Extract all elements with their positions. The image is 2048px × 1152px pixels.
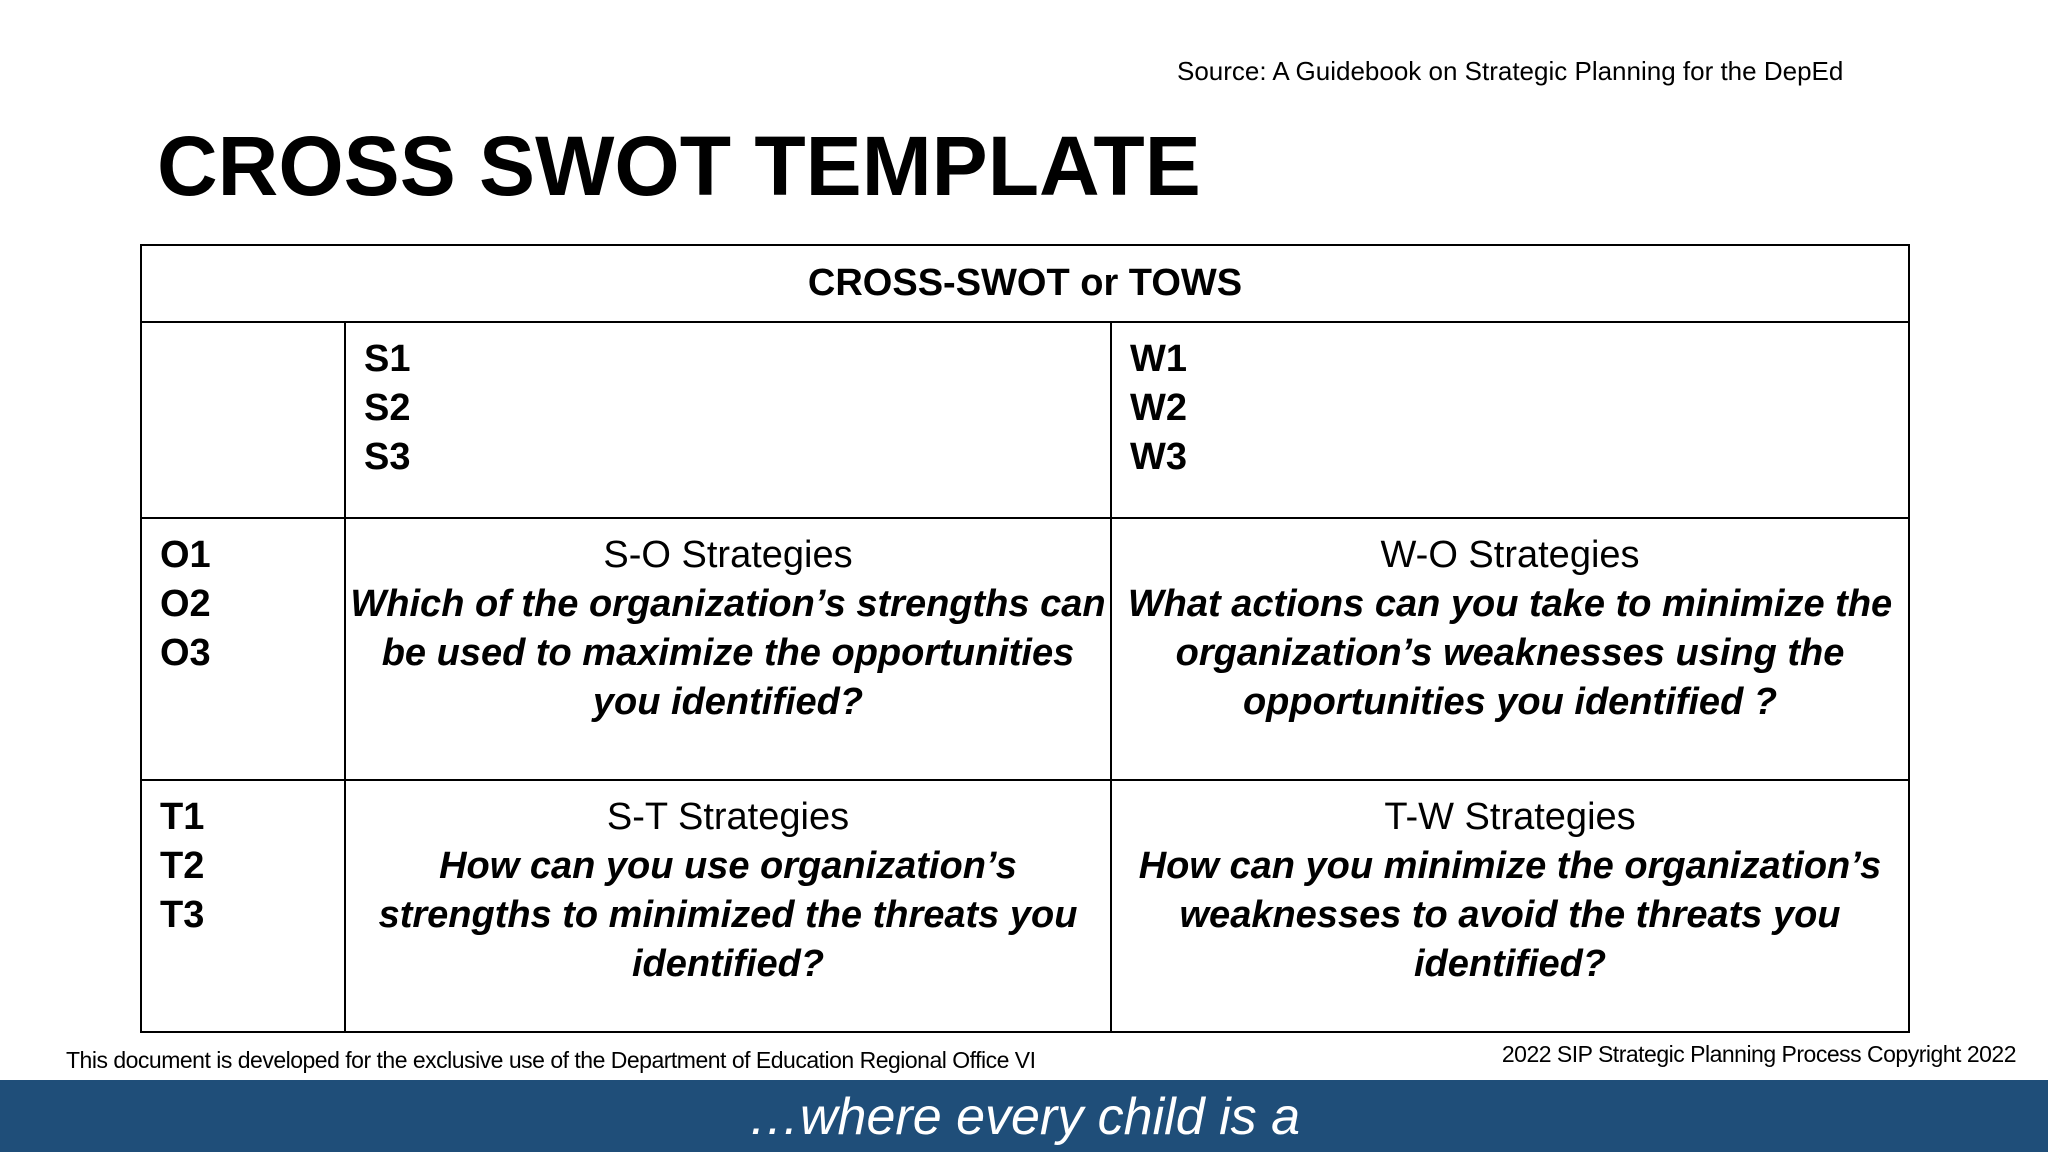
opportunities-list bbox=[141, 518, 345, 780]
st-strategies-title: S-T Strategies bbox=[606, 796, 850, 838]
threat-item: T2 bbox=[160, 845, 205, 887]
tw-strategies-title: T-W Strategies bbox=[1384, 796, 1636, 838]
table-header: CROSS-SWOT or TOWS bbox=[141, 245, 1909, 322]
strengths-list bbox=[345, 322, 1111, 518]
opportunity-item: O3 bbox=[160, 632, 211, 674]
strengths-weaknesses-row bbox=[141, 322, 1909, 518]
corner-cell bbox=[141, 322, 345, 518]
threats-row bbox=[141, 780, 1909, 1032]
opportunity-item: O2 bbox=[160, 583, 211, 625]
weakness-item: W3 bbox=[1130, 436, 1187, 478]
wo-strategies-title: W-O Strategies bbox=[1380, 534, 1640, 576]
weakness-item: W2 bbox=[1130, 387, 1187, 429]
threat-item: T1 bbox=[160, 796, 205, 838]
strength-item: S3 bbox=[364, 436, 411, 478]
wo-strategies-cell bbox=[1111, 518, 1909, 780]
so-strategies-title: S-O Strategies bbox=[603, 534, 853, 576]
source-note: Source: A Guidebook on Strategic Planning for the DepEd bbox=[1177, 56, 1844, 86]
so-strategies-question: Which of the organization’s strengths can be used to maximize the opportunities you identified? bbox=[350, 583, 1106, 723]
cross-swot-table bbox=[140, 244, 1910, 1033]
page-title: CROSS SWOT TEMPLATE bbox=[157, 119, 1201, 213]
threats-list bbox=[141, 780, 345, 1032]
opportunity-item: O1 bbox=[160, 534, 211, 576]
st-strategies-question: How can you use organization’s strengths to minimized the threats you identified? bbox=[378, 845, 1078, 985]
threat-item: T3 bbox=[160, 894, 205, 936]
st-strategies-cell bbox=[345, 780, 1111, 1032]
so-strategies-cell bbox=[345, 518, 1111, 780]
weakness-item: W1 bbox=[1130, 338, 1187, 380]
opportunities-row bbox=[141, 518, 1909, 780]
table-header-row bbox=[141, 245, 1909, 322]
footer-disclaimer: This document is developed for the exclusive use of the Department of Education Regional Office VI bbox=[66, 1047, 1036, 1073]
footer-copyright: 2022 SIP Strategic Planning Process Copyright 2022 bbox=[1501, 1041, 2016, 1067]
wo-strategies-question: What actions can you take to minimize the organization’s weaknesses using the opportunities you identified ? bbox=[1127, 583, 1893, 723]
strength-item: S1 bbox=[364, 338, 411, 380]
strength-item: S2 bbox=[364, 387, 411, 429]
tagline: …where every child is a bbox=[748, 1088, 1300, 1146]
weaknesses-list bbox=[1111, 322, 1909, 518]
tw-strategies-cell bbox=[1111, 780, 1909, 1032]
tw-strategies-question: How can you minimize the organization’s weaknesses to avoid the threats you identified? bbox=[1138, 845, 1882, 985]
footer-banner bbox=[0, 1080, 2048, 1152]
